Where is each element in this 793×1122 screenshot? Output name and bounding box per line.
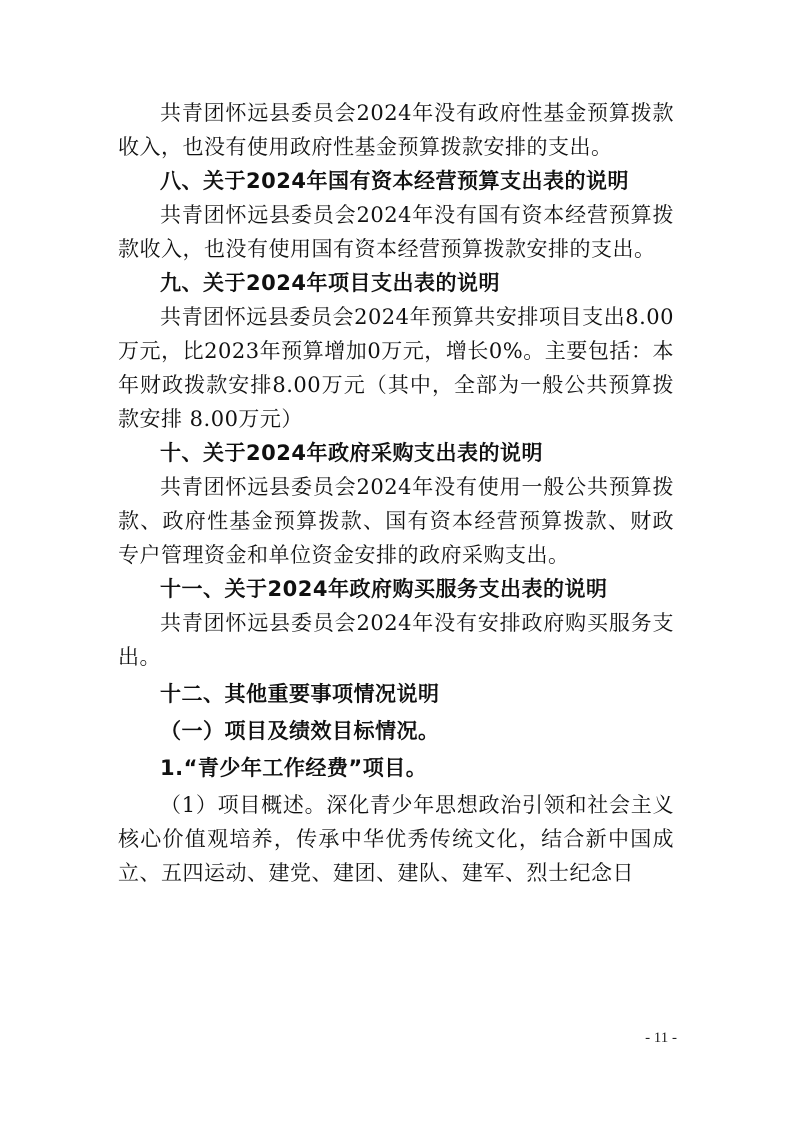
heading-section-10: 十、关于2024年政府采购支出表的说明 [160,441,543,465]
paragraph-fund-budget: 共青团怀远县委员会2024年没有政府性基金预算拨款收入，也没有使用政府性基金预算拨款安排的支出。 [118,101,674,159]
heading-section-9: 九、关于2024年项目支出表的说明 [160,271,500,295]
heading-project-youth-work: 1.“青少年工作经费”项目。 [160,756,428,780]
paragraph-state-capital: 共青团怀远县委员会2024年没有国有资本经营预算拨款收入，也没有使用国有资本经营预算拨款安排的支出。 [118,203,674,261]
paragraph-procurement: 共青团怀远县委员会2024年没有使用一般公共预算拨款、政府性基金预算拨款、国有资本经营预算拨款、财政专户管理资金和单位资金安排的政府采购支出。 [118,475,674,567]
page-number: - 11 - [645,1030,677,1046]
heading-section-11: 十一、关于2024年政府购买服务支出表的说明 [160,577,608,601]
paragraph-service-purchase: 共青团怀远县委员会2024年没有安排政府购买服务支出。 [118,611,674,669]
document-body [118,96,674,890]
heading-subsection-1: （一）项目及绩效目标情况。 [160,719,440,743]
paragraph-project-overview: （1）项目概述。深化青少年思想政治引领和社会主义核心价值观培养，传承中华优秀传统文化，结合新中国成立、五四运动、建党、建团、建队、建军、烈士纪念日 [118,793,674,885]
heading-section-8: 八、关于2024年国有资本经营预算支出表的说明 [160,169,629,193]
heading-section-12: 十二、其他重要事项情况说明 [160,682,440,706]
paragraph-project-expenditure: 共青团怀远县委员会2024年预算共安排项目支出8.00万元，比2023年预算增加0万元，增长0%。主要包括：本年财政拨款安排8.00万元（其中，全部为一般公共预算拨款安排 8.00万元） [118,305,674,431]
